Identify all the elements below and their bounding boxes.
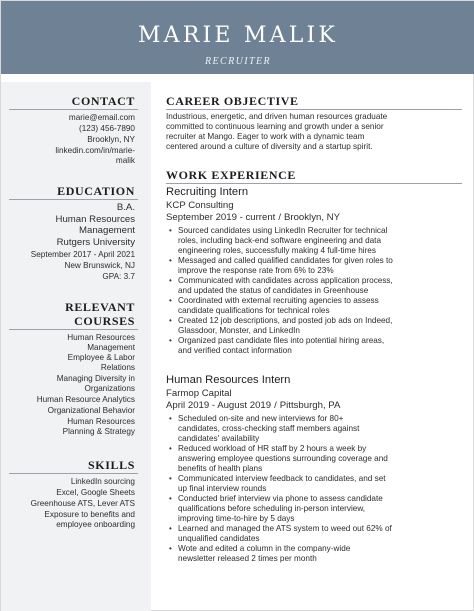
candidate-name: MARIE MALIK xyxy=(137,23,339,48)
skill-item: Excel, Google Sheets xyxy=(56,488,135,497)
contact-email[interactable]: marie@email.com xyxy=(68,113,135,122)
candidate-title: RECRUITER xyxy=(205,56,271,67)
separator: / xyxy=(274,400,277,411)
bullet-item: • Organized past candidate files into potential hiring areas, and verified contact information xyxy=(178,336,462,356)
objective-line: Industrious, energetic, and driven human resources graduate xyxy=(166,112,388,121)
course-item xyxy=(0,406,135,416)
bullet-item: • Wote and edited a column in the company-wide newsletter released 2 times per month xyxy=(178,544,462,564)
education-heading: EDUCATION xyxy=(57,184,135,198)
course-line: Human Resources xyxy=(67,333,135,342)
job-bullets xyxy=(178,414,462,564)
contact-location: Brooklyn, NY xyxy=(87,135,135,144)
bullet-item: • Conducted brief interview via phone to assess candidate qualifications before scheduling in-person interview, improving time-to-hire by 5 days xyxy=(178,494,462,524)
bullet-item: • Scheduled on-site and new interviews for 80+ candidates, cross-checking staff members against candidates' availability xyxy=(178,414,462,444)
courses-heading-line-2: COURSES xyxy=(74,314,135,328)
bullet-item: • Coordinated with external recruiting agencies to assess candidate qualifications for technical roles xyxy=(178,296,462,316)
course-line: Managing Diversity in xyxy=(56,374,135,383)
linkedin-line-2: malik xyxy=(115,156,135,165)
objective-text xyxy=(166,112,462,152)
bullet-item: • Reduced workload of HR staff by 2 hours a week by answering employee questions surrounding coverage and benefits of health plans xyxy=(178,444,462,474)
resume-header xyxy=(1,1,474,74)
course-line: Employee & Labor xyxy=(67,353,135,362)
education-location: New Brunswick, NJ xyxy=(64,261,135,270)
job-bullets xyxy=(178,226,462,356)
skill-item: LinkedIn sourcing xyxy=(70,477,135,486)
bullet-item: • Learned and managed the ATS system to weed out 62% of unqualified candidates xyxy=(178,524,462,544)
experience-divider xyxy=(166,183,462,184)
course-item xyxy=(0,333,135,353)
bullet-item: • Messaged and called qualified candidates for given roles to improve the response rate from 6% to 23% xyxy=(178,256,462,276)
course-line: Human Resource Analytics xyxy=(36,395,135,404)
bullet-item: • Communicated with candidates across application process, and updated the status of candidates in Greenhouse xyxy=(178,276,462,296)
course-line: Relations xyxy=(100,363,135,372)
job-dates: September 2019 - current xyxy=(166,212,276,223)
objective-divider xyxy=(166,109,462,110)
course-item xyxy=(0,353,135,373)
course-line: Organizations xyxy=(84,384,135,393)
job-location: Pittsburgh, PA xyxy=(279,400,341,411)
skill-line: Exposure to benefits and xyxy=(44,510,135,519)
linkedin-line-1: linkedin.com/in/marie- xyxy=(55,146,135,155)
objective-line: recruiter at Mango. Eager to work with a dynamic team xyxy=(166,132,365,141)
education-major-line-1: Human Resources xyxy=(55,214,135,225)
contact-divider xyxy=(9,109,138,110)
job-title: Human Resources Intern xyxy=(166,374,291,386)
courses-heading-line-1: RELEVANT xyxy=(65,300,135,314)
objective-heading: CAREER OBJECTIVE xyxy=(166,94,299,108)
contact-phone: (123) 456-7890 xyxy=(79,124,135,133)
job-meta xyxy=(166,212,340,223)
job-company: KCP Consulting xyxy=(166,200,234,211)
contact-linkedin[interactable] xyxy=(0,146,135,166)
bullet-item: • Created 12 job descriptions, and posted job ads on Indeed, Glassdoor, Monster, and LinkedIn xyxy=(178,316,462,336)
experience-heading: WORK EXPERIENCE xyxy=(166,168,297,182)
job-title: Recruiting Intern xyxy=(166,186,249,198)
course-line: Planning & Strategy xyxy=(62,427,135,436)
course-item xyxy=(0,374,135,394)
course-line: Management xyxy=(87,343,135,352)
bullet-item: • Communicated interview feedback to candidates, and set up final interview rounds xyxy=(178,474,462,494)
education-major-line-2: Management xyxy=(79,225,135,236)
contact-heading: CONTACT xyxy=(71,94,135,108)
job-location: Brooklyn, NY xyxy=(284,212,340,223)
skill-item xyxy=(0,510,135,530)
course-line: Organizational Behavior xyxy=(47,406,135,415)
separator: / xyxy=(278,212,281,223)
skill-line: employee onboarding xyxy=(56,520,135,529)
education-school: Rutgers University xyxy=(56,237,135,248)
objective-line: committed to continuous learning and growth under a senior xyxy=(166,122,384,131)
course-item xyxy=(0,395,135,405)
job-meta xyxy=(166,400,340,411)
objective-line: centered around a culture of diversity and a startup spirit. xyxy=(166,142,373,151)
job-dates: April 2019 - August 2019 xyxy=(166,400,272,411)
bullet-item: • Sourced candidates using LinkedIn Recruiter for technical roles, including back-end software engineering and data engineering roles, successfully making 4 full-time hires xyxy=(178,226,462,256)
skill-item: Greenhouse ATS, Lever ATS xyxy=(30,499,135,508)
skills-heading: SKILLS xyxy=(88,458,135,472)
education-divider xyxy=(9,199,138,200)
course-line: Human Resources xyxy=(67,417,135,426)
job-company: Farmop Capital xyxy=(166,388,232,399)
course-item xyxy=(0,417,135,437)
skills-divider xyxy=(9,473,138,474)
education-dates: September 2017 - April 2021 xyxy=(30,250,135,259)
courses-divider xyxy=(9,329,138,330)
education-gpa: GPA: 3.7 xyxy=(102,272,135,281)
education-degree: B.A. xyxy=(116,202,135,213)
